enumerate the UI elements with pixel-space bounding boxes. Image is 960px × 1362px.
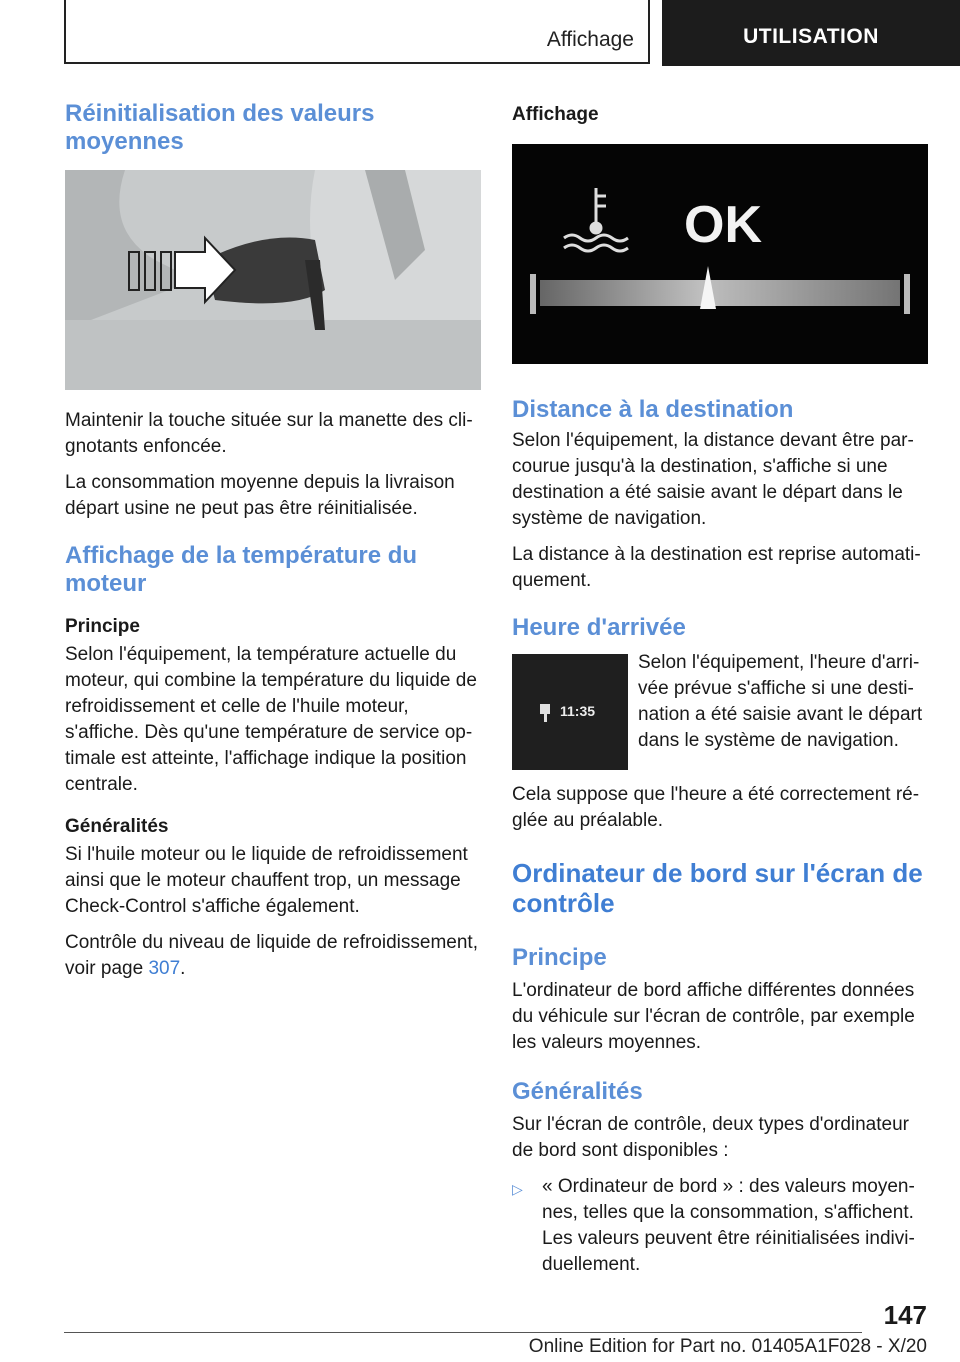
paragraph-arrival-time: Selon l'équipement, l'heure d'arrivée prévue s'affiche si une destination a été saisie avant le départ dans le système de navigation. bbox=[638, 652, 923, 751]
temperature-gauge-display bbox=[512, 144, 928, 364]
arrival-time-block bbox=[512, 654, 928, 770]
figure-turn-signal-lever bbox=[65, 170, 481, 390]
paragraph-time-set: Cela suppose que l'heure a été correctement réglée au préalable. bbox=[512, 784, 920, 831]
paragraph-distance-auto: La distance à la destination est reprise automatiquement. bbox=[512, 544, 921, 591]
figure-arrival-time-display bbox=[512, 654, 628, 770]
right-column bbox=[512, 100, 928, 1278]
page-number: 147 bbox=[883, 1300, 927, 1330]
page-link-307[interactable]: 307 bbox=[148, 958, 181, 979]
heading-distance-destination: Distance à la destination bbox=[512, 396, 794, 423]
subheading-general: Généralités bbox=[65, 816, 169, 837]
heading-principle-right: Principe bbox=[512, 944, 607, 971]
heading-onboard-computer: Ordinateur de bord sur l'écran de contrôle bbox=[512, 858, 923, 918]
header-section-title: Affichage bbox=[546, 28, 634, 51]
heading-engine-temperature: Affichage de la température du moteur bbox=[65, 542, 418, 597]
paragraph-hold-button: Maintenir la touche située sur la manette des clignotants enfoncée. bbox=[65, 410, 473, 457]
triangle-bullet-icon: ▷ bbox=[512, 1181, 523, 1197]
list-item: ▷ « Ordinateur de bord » : des valeurs moyennes, telles que la consommation, s'affichent. Les valeurs peuvent être réinitialisées individuellement. bbox=[512, 1174, 928, 1278]
subheading-display: Affichage bbox=[512, 104, 599, 125]
footer-divider bbox=[64, 1332, 862, 1333]
paragraph-computer-principle: L'ordinateur de bord affiche différentes données du véhicule sur l'écran de contrôle, par exemple les valeurs moyennes. bbox=[512, 980, 915, 1053]
left-column bbox=[65, 100, 481, 992]
paragraph-computer-types: Sur l'écran de contrôle, deux types d'ordinateur de bord sont disponibles : bbox=[512, 1114, 909, 1161]
arrival-clock-text: 11:35 bbox=[560, 703, 596, 719]
footer-edition: Online Edition for Part no. 01405A1F028 - X/20 bbox=[528, 1336, 927, 1357]
display-ok-text: OK bbox=[684, 196, 762, 254]
paragraph-coolant-check: Contrôle du niveau de liquide de refroidissement, voir page 307. bbox=[65, 932, 478, 979]
heading-reset-averages: Réinitialisation des valeurs moyennes bbox=[65, 100, 375, 155]
arrival-time-illustration bbox=[512, 654, 628, 770]
paragraph-distance: Selon l'équipement, la distance devant être parcourue jusqu'à la destination, s'affiche si une destination a été saisie avant le départ dans le système de navigation. bbox=[512, 430, 914, 529]
header-chapter-tab: UTILISATION bbox=[662, 0, 960, 66]
turn-signal-illustration bbox=[65, 170, 481, 390]
paragraph-average-consumption: La consommation moyenne depuis la livraison départ usine ne peut pas être réinitialisée. bbox=[65, 472, 455, 519]
paragraph-temperature-principle: Selon l'équipement, la température actuelle du moteur, qui combine la température du liquide de refroidissement et celle de l'huile moteur, s'affiche. Dès qu'une température de service optimale est atteinte, l'affichage indique la position centrale. bbox=[65, 644, 477, 795]
page-header bbox=[0, 0, 960, 68]
figure-temperature-display bbox=[512, 144, 928, 364]
heading-arrival-time: Heure d'arrivée bbox=[512, 614, 686, 641]
paragraph-overheat: Si l'huile moteur ou le liquide de refroidissement ainsi que le moteur chauffent trop, un message Check-Control s'affiche également. bbox=[65, 844, 468, 917]
heading-general-right: Généralités bbox=[512, 1078, 643, 1105]
subheading-principle: Principe bbox=[65, 616, 140, 637]
